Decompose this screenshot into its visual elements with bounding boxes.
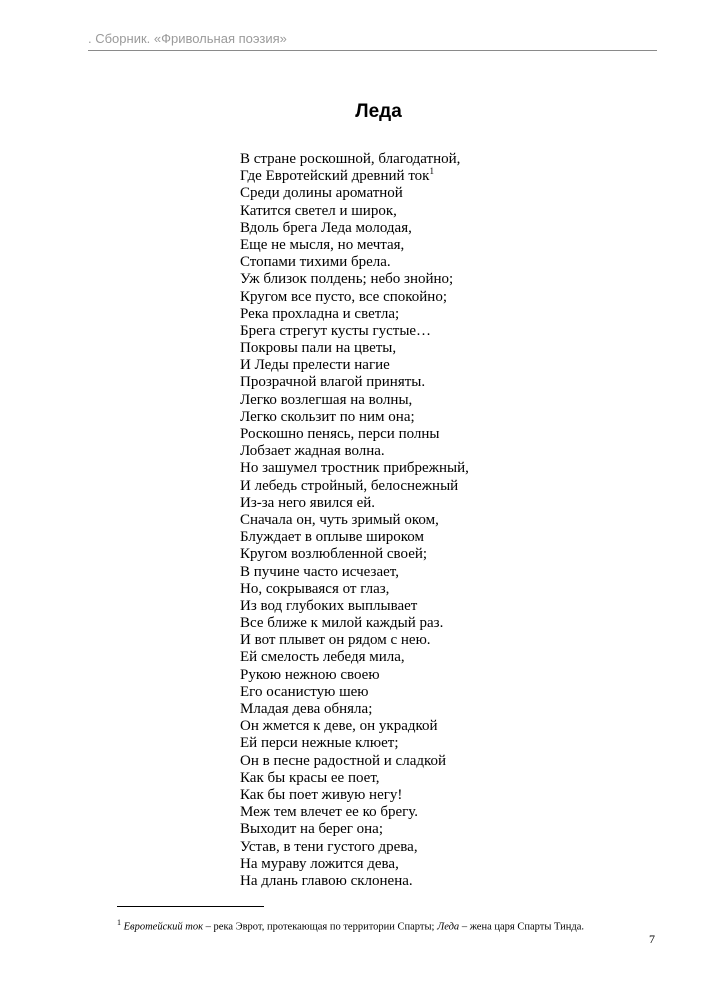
verse-line: Среди долины ароматной (240, 185, 403, 202)
footnote-text-eurotas: – река Эврот, протекающая по территории Спарты; (203, 921, 438, 933)
running-header: . Сборник. «Фривольная поэзия» (88, 31, 287, 46)
verse-line: Ей перси нежные клюет; (240, 735, 399, 752)
verse-line: Легко возлегшая на волны, (240, 391, 413, 408)
footnote-marker: 1 (117, 918, 121, 927)
footnote-term-eurotas: Евротейский ток (123, 921, 204, 933)
footnote-text-leda: – жена царя Спарты Тинда. (459, 921, 585, 933)
verse-line: Кругом возлюбленной своей; (240, 546, 428, 563)
verse-line: Его осанистую шею (240, 683, 369, 700)
verse-line: Как бы поет живую негу! (240, 786, 403, 803)
verse-line: Лобзает жадная волна. (240, 443, 385, 460)
footnote (117, 918, 584, 933)
verse-line: Выходит на берег она; (240, 821, 383, 838)
verse-line: Река прохладна и светла; (240, 305, 400, 322)
verse-line: Еще не мысля, но мечтая, (240, 236, 405, 253)
verse-line: Роскошно пенясь, перси полны (240, 426, 440, 442)
poem-body (240, 151, 469, 890)
verse-line: Ей смелость лебедя мила, (240, 649, 405, 666)
verse-line: Как бы красы ее поет, (240, 769, 380, 786)
verse-line: Кругом все пусто, все спокойно; (240, 288, 448, 305)
verse-line: Он жмется к деве, он украдкой (240, 718, 438, 735)
verse-line: Но, сокрываяся от глаз, (240, 580, 390, 597)
verse-line: Прозрачной влагой приняты. (240, 374, 426, 391)
footnote-term-leda: Леда (437, 921, 460, 933)
verse-line: Блуждает в оплыве широком (240, 529, 424, 546)
verse-line: На длань главою склонена. (240, 872, 413, 889)
verse-line: Брега стрегут кусты густые… (240, 322, 432, 339)
verse-line: Устав, в тени густого древа, (240, 838, 418, 855)
verse-line: Из-за него явился ей. (240, 494, 376, 511)
verse-line: Он в песне радостной и сладкой (240, 752, 447, 769)
verse-line: И лебедь стройный, белоснежный (240, 477, 459, 494)
verse-line: Стопами тихими брела. (240, 254, 391, 271)
footnote-reference: 1 (429, 166, 434, 177)
footnote-rule (117, 906, 264, 907)
verse-line: Но зашумел тростник прибрежный, (240, 460, 469, 477)
verse-line: И вот плывет он рядом с нею. (240, 632, 431, 649)
verse-line: Рукою нежною своею (240, 666, 380, 683)
verse-line: И Леды прелести нагие (240, 357, 390, 374)
header-rule (88, 50, 657, 51)
verse-line: Сначала он, чуть зримый оком, (240, 511, 439, 528)
verse-line: Меж тем влечет ее ко брегу. (240, 804, 419, 821)
verse-line (240, 168, 469, 185)
verse-line: Вдоль брега Леда молодая, (240, 219, 412, 236)
verse-line: Младая дева обняла; (240, 701, 373, 717)
verse-line: Уж близок полдень; небо знойно; (240, 271, 454, 288)
verse-line: Из вод глубоких выплывает (240, 597, 418, 614)
verse-line: В стране роскошной, благодатной, (240, 151, 461, 167)
verse-line: На мураву ложится дева, (240, 855, 399, 872)
poem-title: Леда (355, 101, 402, 122)
verse-line: Легко скользит по ним она; (240, 408, 415, 425)
verse-line: Все ближе к милой каждый раз. (240, 615, 444, 632)
page-number: 7 (649, 932, 655, 946)
verse-line: Катится светел и широк, (240, 202, 397, 219)
verse-line: Покровы пали на цветы, (240, 340, 397, 357)
verse-line-text: Где Евротейский древний ток (240, 168, 430, 185)
verse-line: В пучине часто исчезает, (240, 563, 399, 580)
